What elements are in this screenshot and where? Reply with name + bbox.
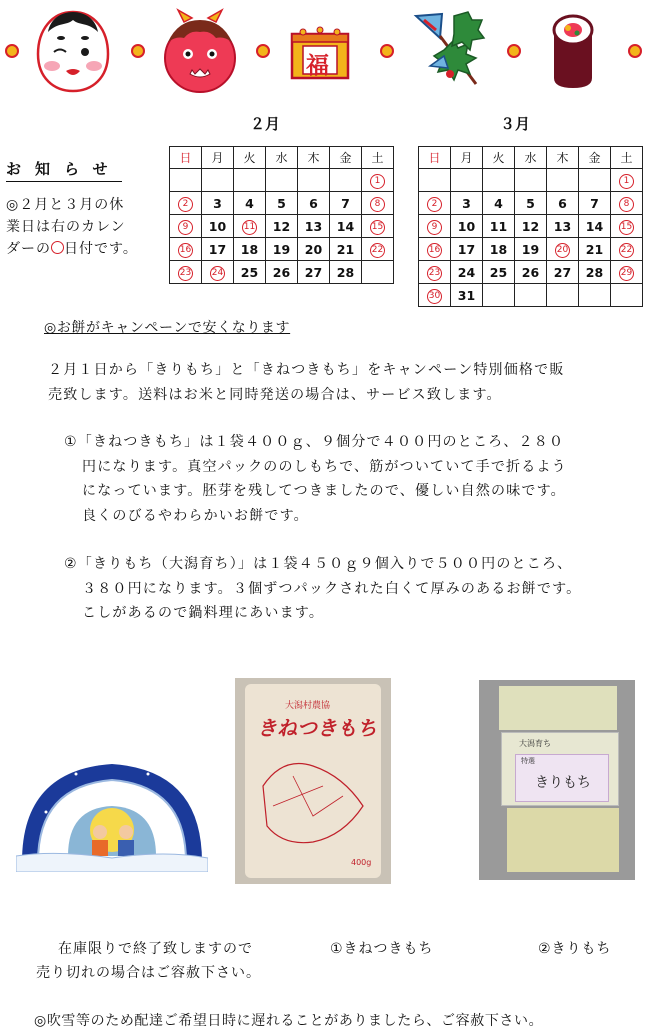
calendar-date: 31 [451, 284, 483, 307]
intro-line: 売致します。送料はお米と同時発送の場合は、サービス致します。 [48, 386, 502, 403]
weekday-header: 月 [202, 147, 234, 169]
calendar-date: 12 [515, 215, 547, 238]
package1-weight: 400g [351, 858, 372, 867]
decor-dot [507, 44, 521, 58]
notice-heading: お知らせ [6, 158, 122, 182]
kinetsukimochi-photo [235, 678, 391, 884]
calendar-date: 18 [234, 238, 266, 261]
item1-line: 良くのびるやわらかいお餅です。 [82, 507, 309, 524]
decor-dot [131, 44, 145, 58]
calendar-date: 28 [579, 261, 611, 284]
intro-line: ２月１日から「きりもち」と「きねつきもち」をキャンペーン特別価格で販 [48, 362, 565, 378]
notice-line: ダーの 日付です。 [6, 241, 138, 257]
item2-line: ②「きりもち（大潟育ち）」は１袋４５０ｇ９個入りで５００円のところ、 [64, 556, 573, 572]
calendar-week [419, 192, 643, 215]
calendar-date [515, 169, 547, 192]
calendar-date: 3 [202, 192, 234, 215]
package2-name: きりもち [535, 775, 591, 791]
calendar-date [234, 169, 266, 192]
holiday-date: 23 [170, 261, 202, 284]
calendar-date: 14 [330, 215, 362, 238]
calendar-date: 27 [547, 261, 579, 284]
oni-face-icon [160, 8, 240, 96]
calendar-week [419, 215, 643, 238]
decor-dot [256, 44, 270, 58]
holiday-date: 9 [170, 215, 202, 238]
calendar-date [547, 284, 579, 307]
calendar-week [170, 215, 394, 238]
calendar-date: 17 [202, 238, 234, 261]
weekday-header: 月 [451, 147, 483, 169]
fuku-box-icon [289, 26, 351, 82]
kirimochi-photo [479, 680, 635, 880]
calendar-date: 11 [483, 215, 515, 238]
calendar-date [330, 169, 362, 192]
decor-dot [380, 44, 394, 58]
package2-label-sub: 特選 [521, 757, 535, 765]
calendar-date: 10 [451, 215, 483, 238]
calendar-date: 13 [547, 215, 579, 238]
holiday-date: 24 [202, 261, 234, 284]
calendar-date: 28 [330, 261, 362, 284]
ehomaki-roll-icon [550, 12, 596, 90]
fuku-character: 福 [306, 52, 329, 79]
holiday-date: 8 [362, 192, 394, 215]
holiday-date: 22 [611, 238, 643, 261]
notice-body [6, 194, 156, 260]
stock-note-line: 在庫限りで終了致しますので [58, 941, 253, 957]
item1-line: 円になります。真空パックののしもちで、筋がついていて手で折るよう [82, 458, 567, 475]
weekday-header: 水 [515, 147, 547, 169]
calendar-date: 26 [515, 261, 547, 284]
holiday-date: 16 [170, 238, 202, 261]
weekday-header: 土 [611, 147, 643, 169]
notice-line: 業日は右のカレン [6, 219, 126, 235]
calendar-date: 13 [298, 215, 330, 238]
weekday-header: 火 [483, 147, 515, 169]
decor-dot [5, 44, 19, 58]
weekday-header: 日 [170, 147, 202, 169]
holiday-date: 15 [611, 215, 643, 238]
weekday-header: 水 [266, 147, 298, 169]
holiday-date: 16 [419, 238, 451, 261]
calendar-date: 6 [547, 192, 579, 215]
decor-dot [628, 44, 642, 58]
calendar-date: 17 [451, 238, 483, 261]
calendar-february [169, 146, 394, 284]
calendar-date: 19 [515, 238, 547, 261]
kamakura-illustration [16, 752, 208, 872]
notice-line: ◎２月と３月の休 [6, 197, 125, 213]
calendar-date: 7 [579, 192, 611, 215]
holiday-date: 1 [362, 169, 394, 192]
calendar-date [451, 169, 483, 192]
holiday-date: 8 [611, 192, 643, 215]
calendar-date: 27 [298, 261, 330, 284]
calendar-date [579, 169, 611, 192]
weekday-header: 金 [330, 147, 362, 169]
calendar-date [362, 261, 394, 284]
holiday-date: 1 [611, 169, 643, 192]
calendar-mar-title: ３月 [500, 115, 531, 133]
calendar-date: 4 [483, 192, 515, 215]
calendar-date: 25 [234, 261, 266, 284]
calendar-date [547, 169, 579, 192]
holiday-date: 29 [611, 261, 643, 284]
calendar-date [419, 169, 451, 192]
hiiragi-iwashi-icon [410, 6, 486, 90]
calendar-date: 5 [266, 192, 298, 215]
calendar-week [170, 169, 394, 192]
okame-face-icon [32, 8, 114, 94]
weekday-header: 木 [298, 147, 330, 169]
calendar-date: 24 [451, 261, 483, 284]
item1-description [64, 430, 567, 528]
weekday-header: 日 [419, 147, 451, 169]
package2-label-small: 大潟育ち [519, 739, 551, 748]
calendar-date: 25 [483, 261, 515, 284]
holiday-date: 20 [547, 238, 579, 261]
package1-brand: 大潟村農協 [285, 701, 331, 711]
weekday-header: 金 [579, 147, 611, 169]
calendar-date: 12 [266, 215, 298, 238]
weekday-header: 土 [362, 147, 394, 169]
holiday-date: 23 [419, 261, 451, 284]
calendar-date: 5 [515, 192, 547, 215]
holiday-date: 2 [419, 192, 451, 215]
calendar-feb-title: ２月 [250, 115, 281, 133]
red-circle-icon [51, 241, 64, 254]
calendar-date [483, 284, 515, 307]
campaign-intro [48, 358, 565, 407]
calendar-date: 10 [202, 215, 234, 238]
calendar-date: 19 [266, 238, 298, 261]
weekday-header: 火 [234, 147, 266, 169]
campaign-heading: ◎お餅がキャンペーンで安くなります [44, 320, 291, 336]
photo-caption-2: ②きりもち [538, 941, 612, 957]
calendar-date [515, 284, 547, 307]
package1-name: きねつきもち [257, 716, 377, 740]
holiday-date: 15 [362, 215, 394, 238]
holiday-date: 11 [234, 215, 266, 238]
holiday-date: 22 [362, 238, 394, 261]
item2-line: ３８０円になります。３個ずつパックされた白くて厚みのあるお餅です。 [82, 580, 582, 597]
calendar-week [419, 238, 643, 261]
calendar-week [419, 261, 643, 284]
calendar-week [170, 238, 394, 261]
calendar-date [483, 169, 515, 192]
stock-note-line: 売り切れの場合はご容赦下さい。 [36, 965, 261, 981]
item2-line: こしがあるので鍋料理にあいます。 [82, 605, 325, 621]
calendar-week [170, 261, 394, 284]
footer-note: ◎吹雪等のため配達ご希望日時に遅れることがありましたら、ご容赦下さい。 [34, 1013, 544, 1029]
calendar-date: 6 [298, 192, 330, 215]
calendar-date: 20 [298, 238, 330, 261]
calendar-date [170, 169, 202, 192]
calendar-date [298, 169, 330, 192]
calendar-date: 26 [266, 261, 298, 284]
calendar-date [611, 284, 643, 307]
calendar-date: 14 [579, 215, 611, 238]
calendar-week [419, 284, 643, 307]
calendar-date: 18 [483, 238, 515, 261]
calendar-date: 21 [330, 238, 362, 261]
calendar-march [418, 146, 643, 307]
calendar-date: 7 [330, 192, 362, 215]
calendar-date [266, 169, 298, 192]
calendar-date [202, 169, 234, 192]
calendar-date: 3 [451, 192, 483, 215]
calendar-date: 21 [579, 238, 611, 261]
item1-line: ①「きねつきもち」は１袋４００ｇ、９個分で４００円のところ、２８０ [64, 434, 565, 450]
calendar-week [419, 169, 643, 192]
item1-line: になっています。胚芽を残してつきましたので、優しい自然の味です。 [82, 483, 566, 499]
holiday-date: 9 [419, 215, 451, 238]
calendar-date [579, 284, 611, 307]
weekday-header: 木 [547, 147, 579, 169]
holiday-date: 30 [419, 284, 451, 307]
calendar-week [170, 192, 394, 215]
item2-description [64, 552, 581, 626]
calendar-date: 4 [234, 192, 266, 215]
holiday-date: 2 [170, 192, 202, 215]
photo-caption-1: ①きねつきもち [330, 941, 434, 957]
